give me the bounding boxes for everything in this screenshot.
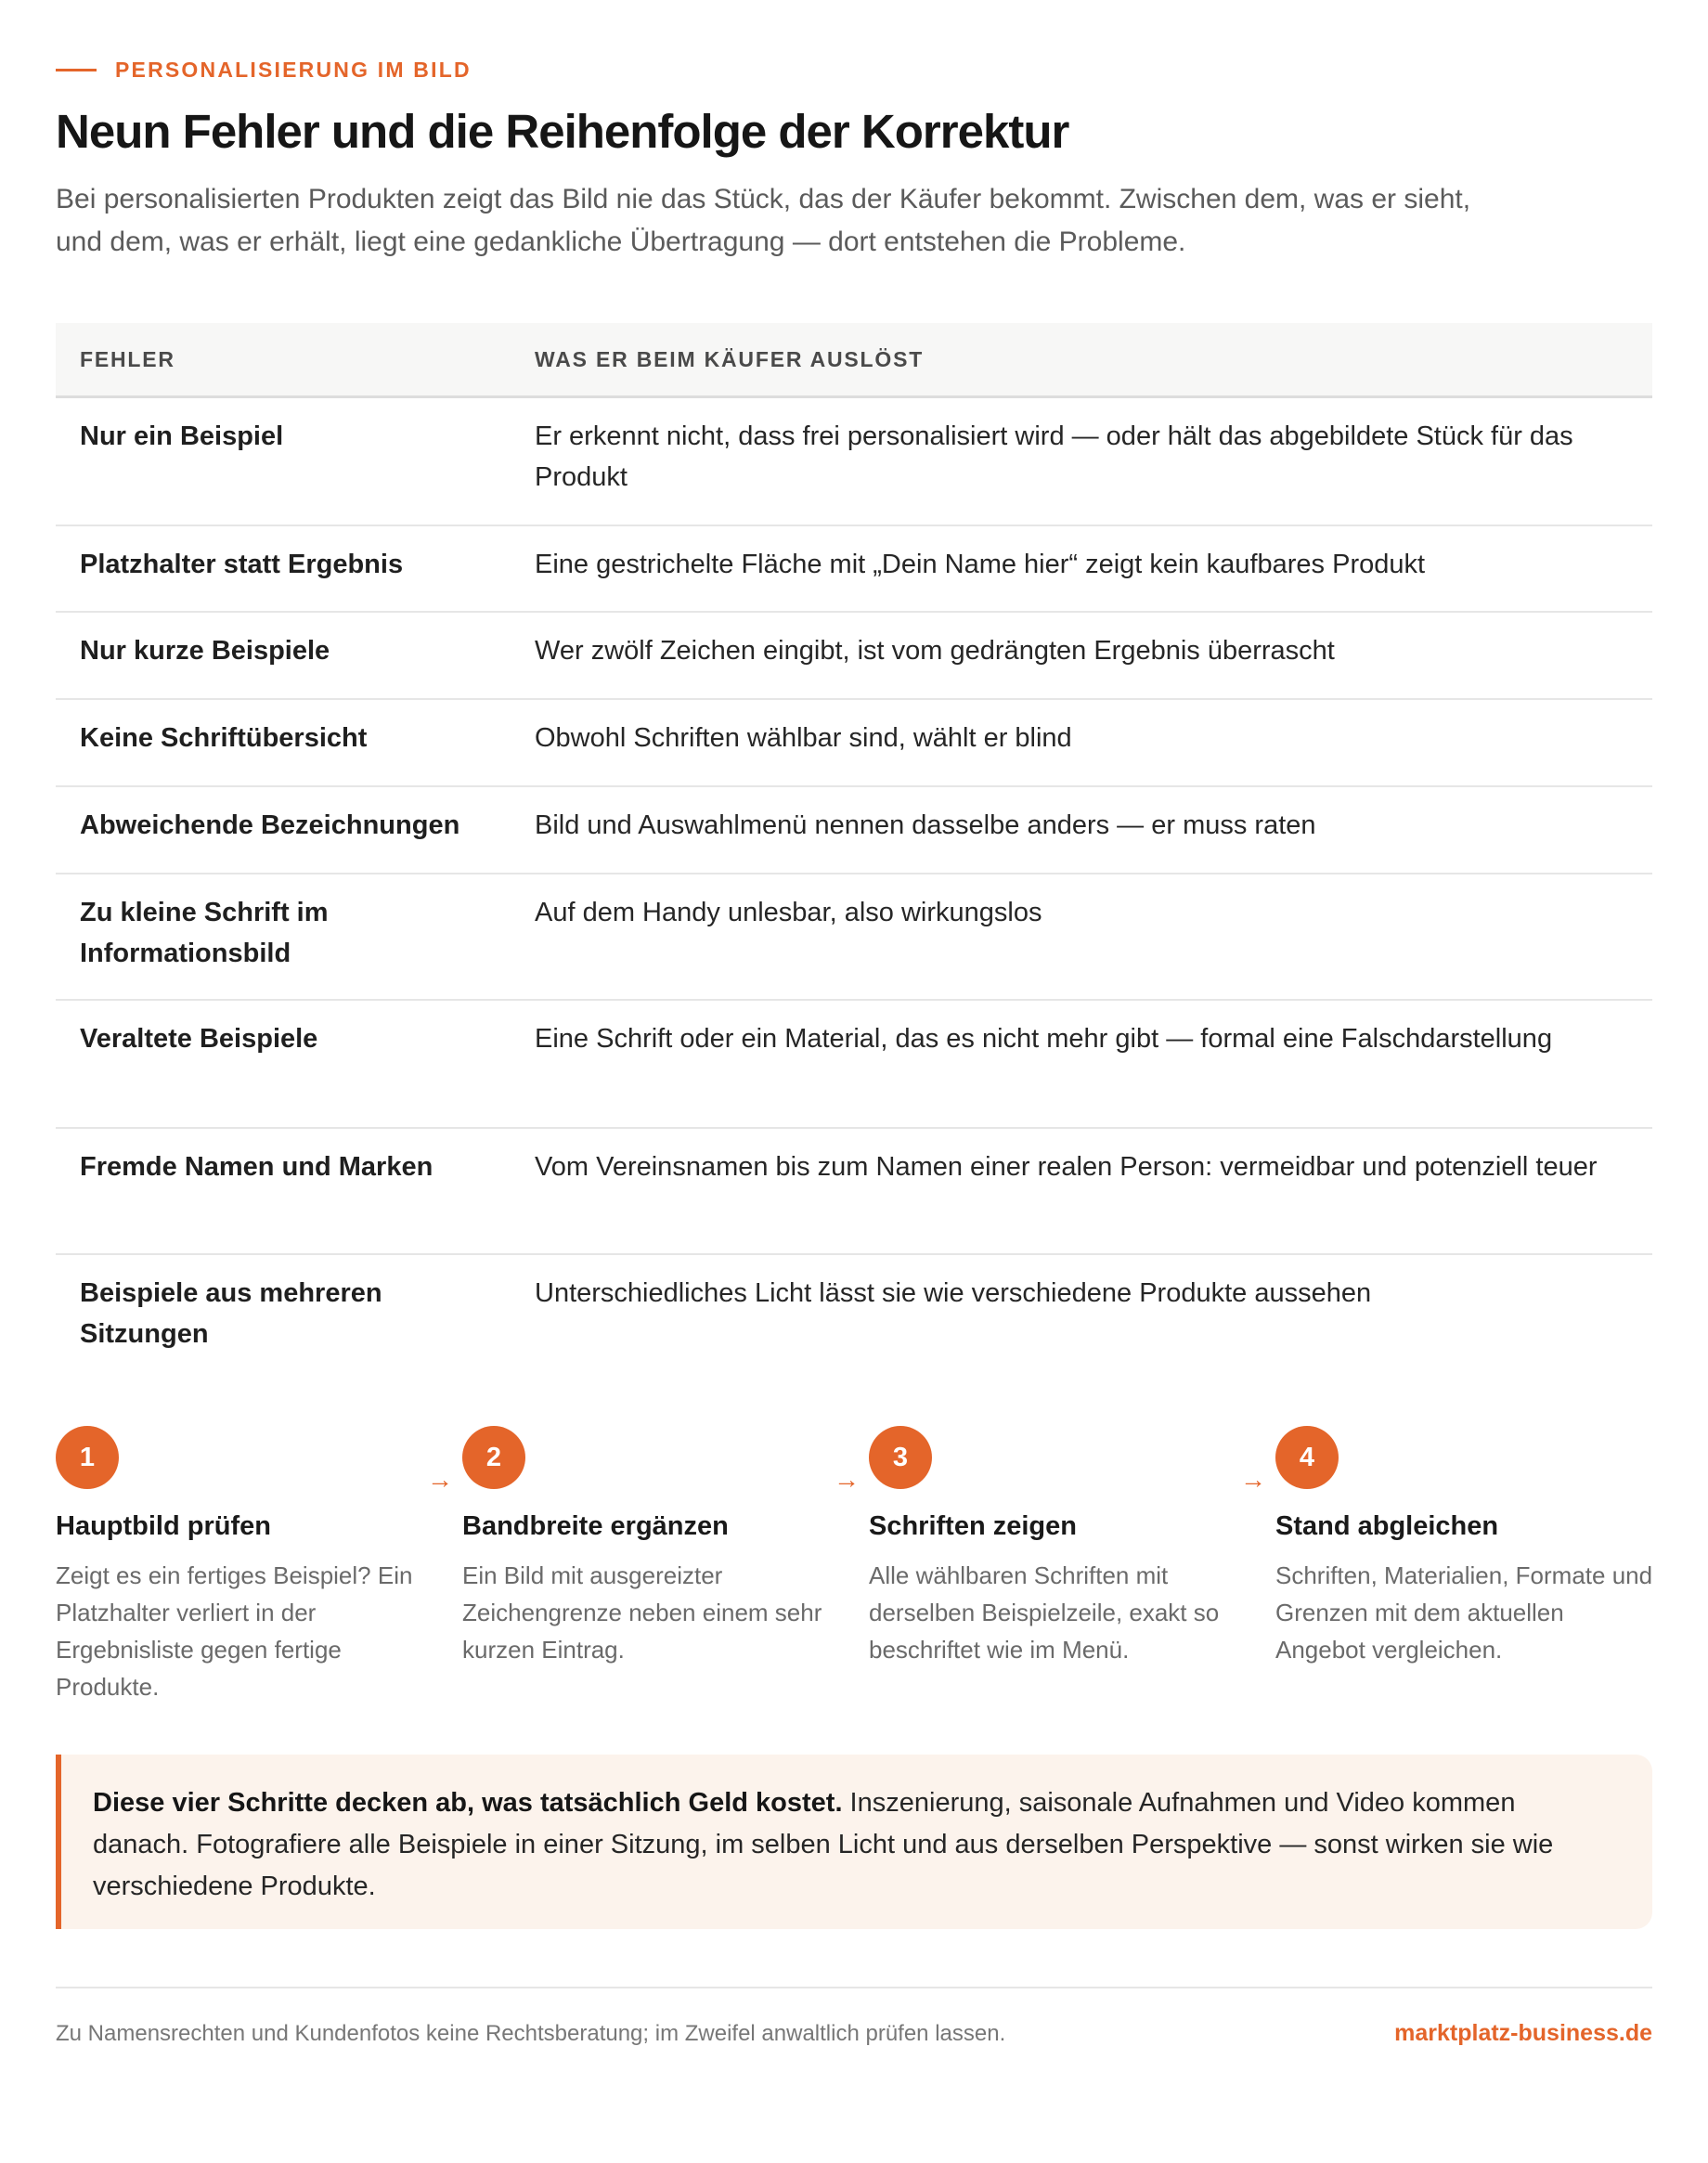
row-effekt: Er erkennt nicht, dass frei personalisiert wird — oder hält das abgebildete Stück für das Produkt (535, 421, 1573, 492)
intro-text: Bei personalisierten Produkten zeigt das Bild nie das Stück, das der Käufer bekommt. Zwischen dem, was er sieht, und dem, was er erhält, liegt eine gedankliche Übertragung — dort entstehen die Probleme. (56, 184, 1471, 257)
table-row (56, 398, 1652, 526)
column-header-fehler: FEHLER (80, 346, 175, 371)
column-header-effekt: WAS ER BEIM KÄUFER AUSLÖST (535, 346, 925, 371)
callout-text: Inszenierung, saisonale Aufnahmen und Video kommen danach. Fotografiere alle Beispiele in einer Sitzung, im selben Licht und aus derselben Perspektive — sonst wirken sie wie verschiedene Produkte. (93, 1788, 1554, 1901)
row-effekt: Eine Schrift oder ein Material, das es nicht mehr gibt — formal eine Falschdarstellung (535, 1024, 1553, 1054)
step-text: Zeigt es ein fertiges Beispiel? Ein Platzhalter verliert in der Ergebnisliste gegen fertige Produkte. (56, 1561, 413, 1701)
brand-link[interactable]: marktplatz-business.de (1394, 2020, 1652, 2046)
table-row (56, 526, 1652, 613)
table-row (56, 874, 1652, 1001)
step-title: Schriften zeigen (869, 1511, 1077, 1541)
eyebrow-rule (56, 69, 97, 71)
table-row (56, 1255, 1652, 1376)
arrow-right-icon: → (1240, 1465, 1266, 1494)
step-number-badge: 1 (56, 1426, 119, 1489)
step-4 (1275, 1426, 1656, 1668)
row-effekt: Obwohl Schriften wählbar sind, wählt er blind (535, 723, 1072, 753)
steps-section (56, 1426, 1652, 1723)
step-text: Schriften, Materialien, Formate und Grenzen mit dem aktuellen Angebot vergleichen. (1275, 1561, 1653, 1664)
step-title: Hauptbild prüfen (56, 1511, 271, 1541)
table-row (56, 1001, 1652, 1129)
eyebrow-label: PERSONALISIERUNG IM BILD (115, 58, 472, 82)
row-fehler: Veraltete Beispiele (80, 1024, 318, 1054)
table-row (56, 700, 1652, 787)
table-row (56, 787, 1652, 874)
step-number-badge: 3 (869, 1426, 932, 1489)
page-title: Neun Fehler und die Reihenfolge der Korrektur (56, 105, 1069, 158)
row-fehler: Platzhalter statt Ergebnis (80, 550, 404, 579)
row-fehler: Nur kurze Beispiele (80, 636, 330, 666)
step-text: Alle wählbaren Schriften mit derselben Beispielzeile, exakt so beschriftet wie im Menü. (869, 1561, 1220, 1664)
footer-note: Zu Namensrechten und Kundenfotos keine Rechtsberatung; im Zweifel anwaltlich prüfen lassen. (56, 2020, 1006, 2046)
callout-box (56, 1755, 1652, 1929)
callout-bold-text: Diese vier Schritte decken ab, was tatsächlich Geld kostet. (93, 1788, 843, 1818)
step-1 (56, 1426, 436, 1705)
step-title: Stand abgleichen (1275, 1511, 1499, 1541)
step-title: Bandbreite ergänzen (462, 1511, 729, 1541)
row-effekt: Vom Vereinsnamen bis zum Namen einer realen Person: vermeidbar und potenziell teuer (535, 1152, 1598, 1182)
step-number-badge: 4 (1275, 1426, 1339, 1489)
row-fehler: Beispiele aus mehreren Sitzungen (80, 1278, 382, 1349)
footer (56, 1987, 1652, 2047)
row-effekt: Auf dem Handy unlesbar, also wirkungslos (535, 898, 1042, 927)
table-row (56, 613, 1652, 700)
row-fehler: Abweichende Bezeichnungen (80, 810, 460, 840)
arrow-right-icon: → (427, 1465, 453, 1494)
row-fehler: Fremde Namen und Marken (80, 1152, 433, 1182)
step-2 (462, 1426, 843, 1668)
arrow-right-icon: → (834, 1465, 860, 1494)
row-effekt: Wer zwölf Zeichen eingibt, ist vom gedrängten Ergebnis überrascht (535, 636, 1335, 666)
row-fehler: Keine Schriftübersicht (80, 723, 368, 753)
row-effekt: Bild und Auswahlmenü nennen dasselbe anders — er muss raten (535, 810, 1316, 840)
step-number-badge: 2 (462, 1426, 525, 1489)
table-header (56, 323, 1652, 398)
row-fehler: Nur ein Beispiel (80, 421, 284, 451)
errors-table (56, 323, 1652, 1376)
eyebrow (56, 58, 472, 83)
step-text: Ein Bild mit ausgereizter Zeichengrenze neben einem sehr kurzen Eintrag. (462, 1561, 822, 1664)
row-effekt: Eine gestrichelte Fläche mit „Dein Name hier“ zeigt kein kaufbares Produkt (535, 550, 1426, 579)
row-fehler: Zu kleine Schrift im Informationsbild (80, 898, 329, 968)
step-3 (869, 1426, 1249, 1668)
table-row (56, 1129, 1652, 1255)
row-effekt: Unterschiedliches Licht lässt sie wie verschiedene Produkte aussehen (535, 1278, 1372, 1308)
